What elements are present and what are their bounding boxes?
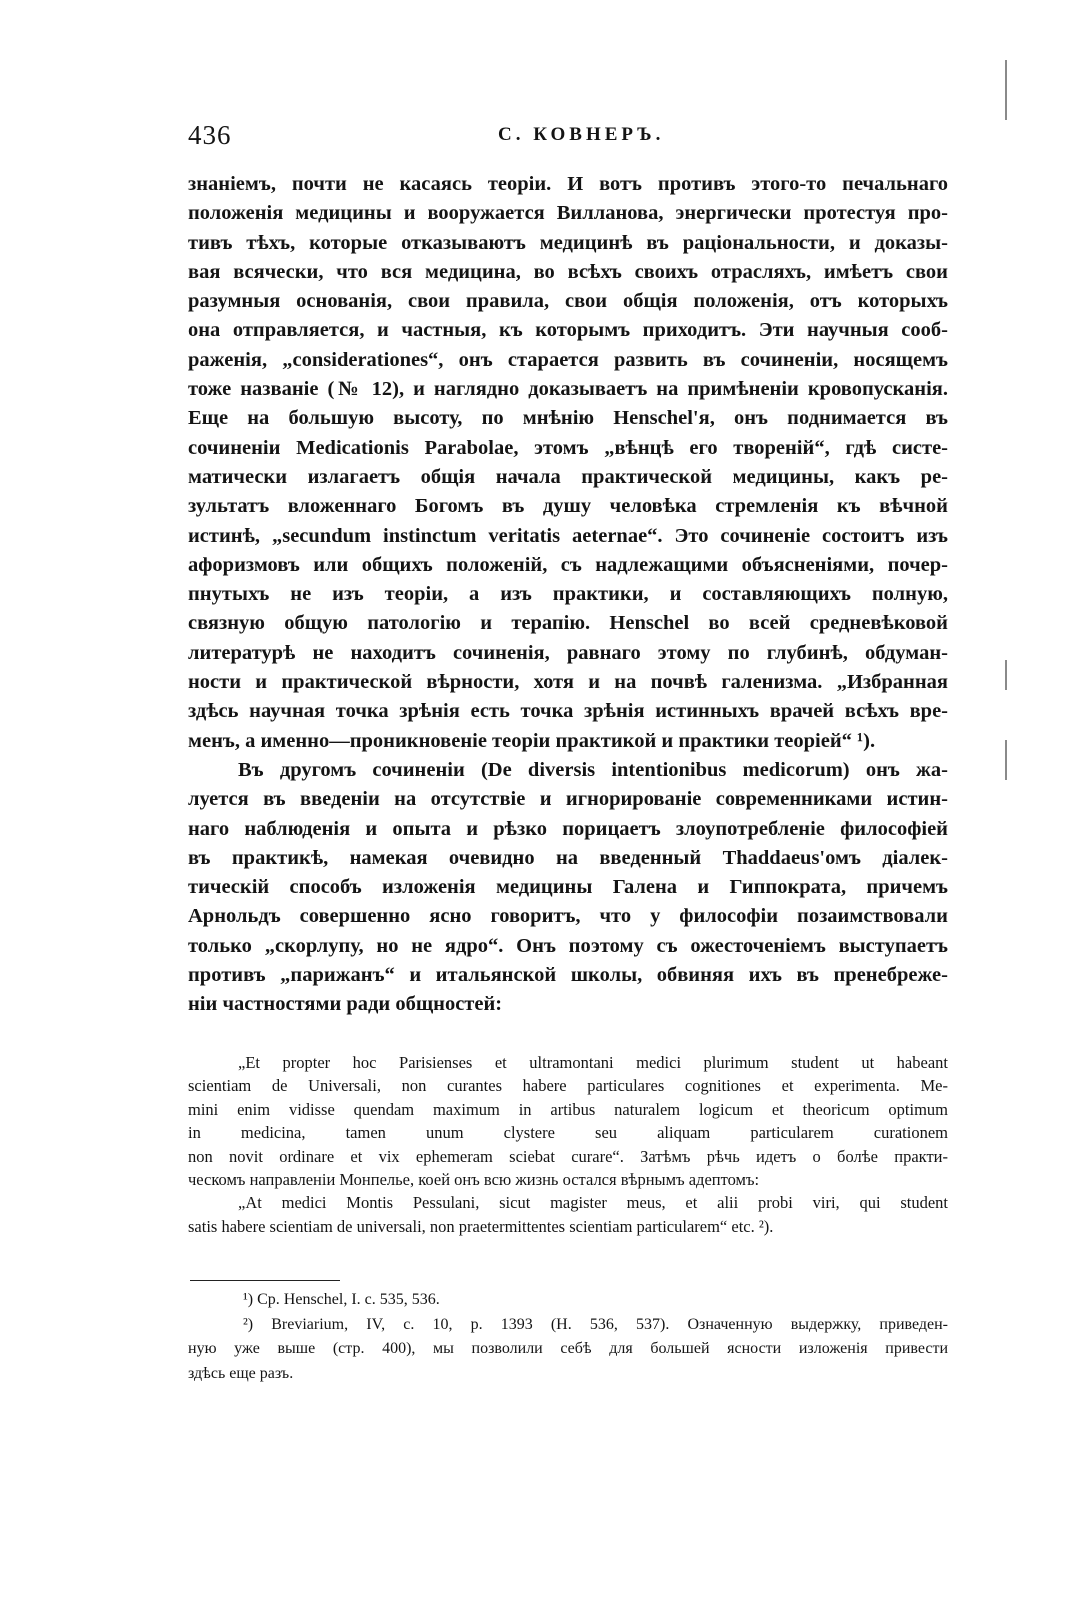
- text-line: разумныя основанія, свои правила, свои общія положенія, отъ которыхъ: [188, 290, 948, 313]
- text-line: здѣсь научная точка зрѣнія есть точка зрѣнія истинныхъ врачей всѣхъ вре-: [188, 700, 948, 723]
- quote-line: ческомъ направленіи Монпелье, коей онъ всю жизнь остался вѣрнымъ адептомъ:: [188, 1169, 760, 1189]
- text-line: наго наблюденія и опыта и рѣзко порицаетъ злоупотребленіе философіей: [188, 817, 948, 840]
- text-line: противъ „парижанъ“ и итальянской школы, обвиняя ихъ въ пренебреже-: [188, 964, 948, 987]
- text-line: сочиненіи Medicationis Parabolae, этомъ „вѣнцѣ его твореній“, гдѣ систе-: [188, 436, 948, 459]
- text-line: знаніемъ, почти не касаясь теоріи. И вотъ противъ этого-то печальнаго: [188, 173, 948, 195]
- text-line: Арнольдъ совершенно ясно говоритъ, что у философіи позаимствовали: [188, 905, 948, 928]
- text-line: зультатъ вложеннаго Богомъ въ душу человѣка стремленія къ вѣчной: [188, 495, 948, 518]
- text-line: раженія, „considerationes“, онъ старается развить въ сочиненіи, носящемъ: [188, 348, 948, 371]
- text-line: менъ, а именно—проникновеніе теоріи практикой и практики теоріей“ ¹).: [188, 729, 876, 752]
- text-line: ніи частностями ради общностей:: [188, 993, 503, 1016]
- text-line: ности и практической вѣрности, хотя и на почвѣ галенизма. „Избранная: [188, 671, 948, 694]
- text-line: литературѣ не находитъ сочиненія, равнаго этому по глубинѣ, обдуман-: [188, 641, 948, 664]
- text-line: афоризмовъ или общихъ положеній, съ надлежащими объясненіями, почер-: [188, 553, 948, 576]
- text-line: пнутыхъ не изъ теоріи, а изъ практики, и составляющихъ полную,: [188, 583, 948, 606]
- text-line: она отправляется, и частныя, къ которымъ приходитъ. Эти научныя сооб-: [188, 319, 948, 342]
- quote-line: non novit ordinare et vix ephemeram sciebat curare“. Затѣмъ рѣчь идетъ о болѣе практи-: [188, 1146, 948, 1166]
- quote-line: mini enim vidisse quendam maximum in artibus naturalem logicum et theoricum optimum: [188, 1099, 948, 1119]
- footnote-line: ¹) Ср. Henschel, I. c. 535, 536.: [243, 1291, 440, 1308]
- body-text: [188, 170, 948, 1020]
- text-line: истинѣ, „secundum instinctum veritatis aeternae“. Это сочиненіе состоитъ изъ: [188, 524, 948, 547]
- text-line: луется въ введеніи на отсутствіе и игнорированіе современниками истин-: [188, 788, 948, 811]
- scan-edge-mark: [1005, 660, 1007, 690]
- latin-quotation: [188, 1051, 948, 1238]
- footnote-line: ную уже выше (стр. 400), мы позволили себѣ для большей ясности изложенія привести: [188, 1340, 948, 1357]
- footnote-line: ²) Breviarium, IV, c. 10, p. 1393 (H. 536, 537). Означенную выдержку, приведен-: [243, 1315, 948, 1333]
- text-line: Еще на большую высоту, по мнѣнію Henschel'я, онъ поднимается въ: [188, 407, 948, 430]
- text-line: матически излагаетъ общія начала практической медицины, какъ ре-: [188, 465, 948, 488]
- text-line: связную общую патологію и терапію. Henschel во всей средневѣковой: [188, 612, 948, 635]
- footnote-line: здѣсь еще разъ.: [188, 1364, 294, 1382]
- text-line: положенія медицины и вооружается Вилланова, энергически протестуя про-: [188, 202, 948, 225]
- quote-line: „Et propter hoc Parisienses et ultramontani medici plurimum student ut habeant: [238, 1053, 948, 1072]
- quote-line: satis habere scientiam de universali, non praetermittentes scientiam particularem“ etc. ²).: [188, 1216, 774, 1236]
- footnotes: [188, 1288, 948, 1386]
- text-line: только „скорлупу, но не ядро“. Онъ поэтому съ ожесточеніемъ выступаетъ: [188, 934, 948, 957]
- text-line: Въ другомъ сочиненіи (De diversis intentionibus medicorum) онъ жа-: [238, 758, 948, 781]
- text-line: вая всячески, что вся медицина, во всѣхъ своихъ отрасляхъ, имѣетъ свои: [188, 260, 948, 283]
- footnote-separator: [190, 1280, 340, 1281]
- page-header: [188, 120, 948, 150]
- text-line: тическій способъ изложенія медицины Галена и Гиппократа, причемъ: [188, 876, 948, 899]
- text-line: тоже названіе (№ 12), и наглядно доказываетъ на примѣненіи кровопусканія.: [188, 378, 948, 401]
- quote-line: scientiam de Universali, non curantes habere particulares cognitiones et experimenta. Me-: [188, 1076, 948, 1096]
- running-head: С. КОВНЕРЪ.: [498, 124, 665, 145]
- scan-edge-mark: [1005, 60, 1007, 120]
- quote-line: in medicina, tamen unum clystere seu aliquam particularem curationem: [188, 1123, 948, 1143]
- text-line: тивъ тѣхъ, которые отказываютъ медицинѣ въ раціональности, и доказы-: [188, 231, 948, 254]
- page-number: 436: [188, 120, 232, 150]
- quote-line: „At medici Montis Pessulani, sicut magister meus, et alii probi viri, qui student: [238, 1193, 948, 1213]
- text-line: въ практикѣ, намекая очевидно на введенный Thaddaeus'омъ діалек-: [188, 846, 948, 869]
- scan-edge-mark: [1005, 740, 1007, 780]
